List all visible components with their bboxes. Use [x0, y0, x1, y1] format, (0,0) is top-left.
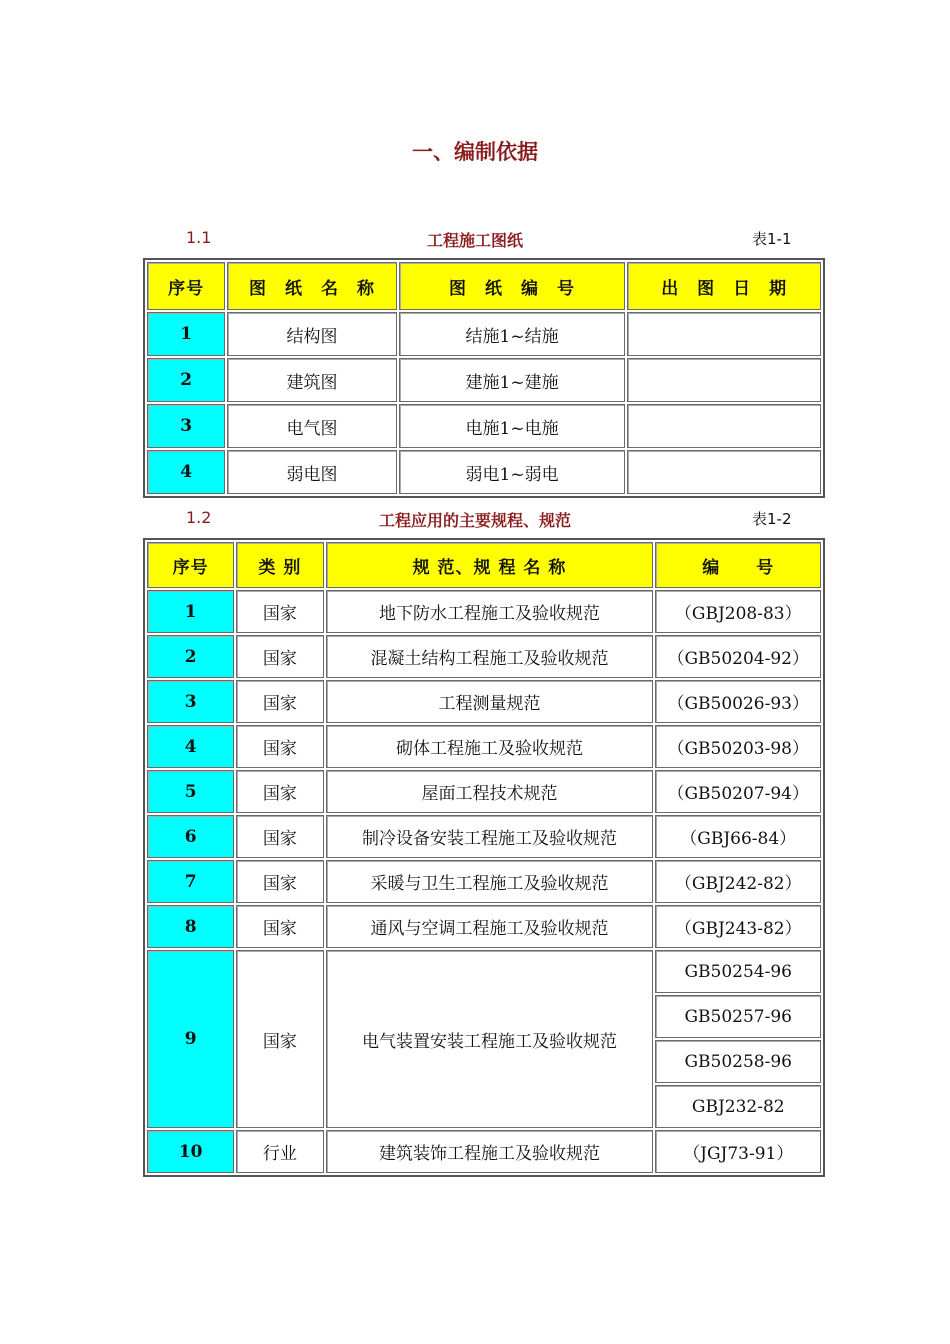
standard-code: （GB50203-98） — [655, 725, 821, 768]
table-caption-1-2 — [0, 508, 950, 530]
document-title: 一、编制依据 — [412, 140, 538, 164]
row-index: 9 — [147, 950, 234, 1128]
row-index: 6 — [147, 815, 234, 858]
table-header-row — [147, 542, 821, 588]
category: 国家 — [236, 770, 323, 813]
drawing-name: 结构图 — [227, 312, 397, 356]
header-cell: 序号 — [147, 262, 225, 310]
drawing-date — [627, 358, 821, 402]
standard-code: （GBJ243-82） — [655, 905, 821, 948]
standard-code: （GBJ242-82） — [655, 860, 821, 903]
standards-table — [143, 538, 825, 1177]
category: 国家 — [236, 635, 323, 678]
header-cell: 序号 — [147, 542, 234, 588]
standard-name: 建筑装饰工程施工及验收规范 — [326, 1130, 654, 1173]
standard-name: 屋面工程技术规范 — [326, 770, 654, 813]
table-row — [147, 404, 821, 448]
drawing-name: 电气图 — [227, 404, 397, 448]
standard-code: GB50258-96 — [655, 1040, 821, 1083]
table-row — [147, 860, 821, 903]
table-row — [147, 770, 821, 813]
table-header-row — [147, 262, 821, 310]
drawing-code: 建施1~建施 — [399, 358, 626, 402]
row-index: 2 — [147, 358, 225, 402]
table-row — [147, 815, 821, 858]
row-index: 4 — [147, 725, 234, 768]
category: 国家 — [236, 680, 323, 723]
table-row — [147, 905, 821, 948]
drawings-table — [143, 258, 825, 498]
row-index: 10 — [147, 1130, 234, 1173]
table-caption-1-1 — [0, 228, 950, 250]
standard-code: GBJ232-82 — [655, 1085, 821, 1128]
standard-name: 混凝土结构工程施工及验收规范 — [326, 635, 654, 678]
row-index: 1 — [147, 312, 225, 356]
drawing-date — [627, 404, 821, 448]
standard-code: （JGJ73-91） — [655, 1130, 821, 1173]
table-row — [147, 358, 821, 402]
table-row — [147, 725, 821, 768]
standard-code: GB50254-96 — [655, 950, 821, 993]
row-index: 2 — [147, 635, 234, 678]
category: 国家 — [236, 905, 323, 948]
section-number: 1.1 — [186, 228, 212, 247]
standard-name: 电气装置安装工程施工及验收规范 — [326, 950, 654, 1128]
drawing-code: 结施1~结施 — [399, 312, 626, 356]
category: 国家 — [236, 815, 323, 858]
standard-name: 地下防水工程施工及验收规范 — [326, 590, 654, 633]
header-cell: 出 图 日 期 — [627, 262, 821, 310]
table-row — [147, 450, 821, 494]
standard-name: 砌体工程施工及验收规范 — [326, 725, 654, 768]
standard-name: 制冷设备安装工程施工及验收规范 — [326, 815, 654, 858]
row-index: 3 — [147, 404, 225, 448]
section-number: 1.2 — [186, 508, 212, 527]
header-cell: 图 纸 编 号 — [399, 262, 626, 310]
drawing-date — [627, 450, 821, 494]
table-row — [147, 312, 821, 356]
table-number: 表1-1 — [752, 230, 792, 248]
header-cell: 类 别 — [236, 542, 323, 588]
row-index: 8 — [147, 905, 234, 948]
standard-code: GB50257-96 — [655, 995, 821, 1038]
drawing-date — [627, 312, 821, 356]
category: 国家 — [236, 590, 323, 633]
header-cell: 规 范、规 程 名 称 — [326, 542, 654, 588]
table-row — [147, 635, 821, 678]
header-cell: 编 号 — [655, 542, 821, 588]
drawing-name: 建筑图 — [227, 358, 397, 402]
drawing-code: 弱电1~弱电 — [399, 450, 626, 494]
standard-name: 采暖与卫生工程施工及验收规范 — [326, 860, 654, 903]
standard-code: （GBJ66-84） — [655, 815, 821, 858]
row-index: 3 — [147, 680, 234, 723]
standard-code: （GB50026-93） — [655, 680, 821, 723]
category: 国家 — [236, 950, 323, 1128]
table-row — [147, 680, 821, 723]
standard-code: （GB50207-94） — [655, 770, 821, 813]
drawing-name: 弱电图 — [227, 450, 397, 494]
table-number: 表1-2 — [752, 510, 792, 528]
header-cell: 图 纸 名 称 — [227, 262, 397, 310]
standard-name: 工程测量规范 — [326, 680, 654, 723]
standard-name: 通风与空调工程施工及验收规范 — [326, 905, 654, 948]
category: 国家 — [236, 860, 323, 903]
section-title: 工程施工图纸 — [426, 231, 523, 250]
drawing-code: 电施1~电施 — [399, 404, 626, 448]
row-index: 7 — [147, 860, 234, 903]
table-row — [147, 590, 821, 633]
table-row — [147, 950, 821, 993]
row-index: 1 — [147, 590, 234, 633]
section-title: 工程应用的主要规程、规范 — [378, 511, 571, 530]
standard-code: （GBJ208-83） — [655, 590, 821, 633]
category: 行业 — [236, 1130, 323, 1173]
category: 国家 — [236, 725, 323, 768]
table-row — [147, 1130, 821, 1173]
row-index: 4 — [147, 450, 225, 494]
row-index: 5 — [147, 770, 234, 813]
standard-code: （GB50204-92） — [655, 635, 821, 678]
